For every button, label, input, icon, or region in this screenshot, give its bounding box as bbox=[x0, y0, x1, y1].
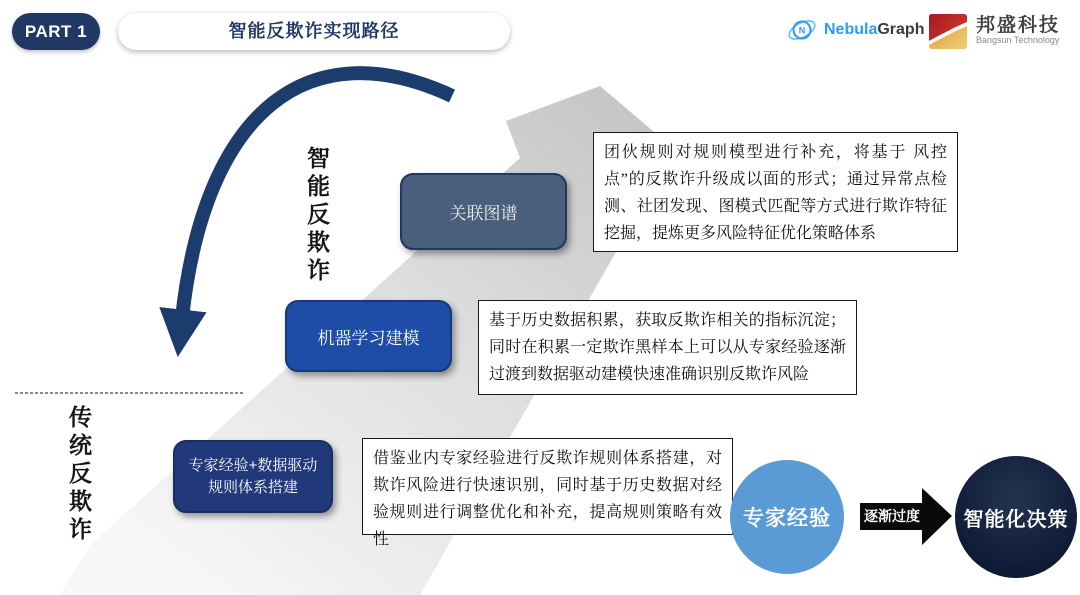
desc-box-expert-rules: 借鉴业内专家经验进行反欺诈规则体系搭建，对欺诈风险进行快速识别，同时基于历史数据对经验规则进行调整优化和补充，提高规则策略有效性 bbox=[362, 438, 733, 535]
stage-box-machine-learning: 机器学习建模 bbox=[285, 300, 452, 372]
stage-box-expert-rules: 专家经验+数据驱动规则体系搭建 bbox=[173, 440, 333, 513]
nebulagraph-wordmark: NebulaGraph bbox=[824, 21, 925, 38]
zone-label-traditional-antifraud: 传统反欺诈 bbox=[66, 405, 92, 545]
nebulagraph-logo bbox=[786, 13, 924, 47]
transition-arrow bbox=[860, 488, 952, 545]
bangsun-icon bbox=[928, 13, 968, 50]
desc-box-machine-learning: 基于历史数据积累，获取反欺诈相关的指标沉淀；同时在积累一定欺诈黑样本上可以从专家经验逐渐过渡到数据驱动建模快速准确识别反欺诈风险 bbox=[478, 300, 857, 395]
bangsun-name-cn: 邦盛科技 bbox=[976, 15, 1061, 37]
circle-intelligent-decision: 智能化决策 bbox=[955, 456, 1077, 578]
part-badge: PART 1 bbox=[12, 13, 100, 50]
desc-box-graph: 团伙规则对规则模型进行补充，将基于 风控点”的反欺诈升级成以面的形式；通过异常点检测、社团发现、图模式匹配等方式进行欺诈特征挖掘，提炼更多风险特征优化策略体系 bbox=[593, 132, 958, 252]
circle-expert-experience: 专家经验 bbox=[730, 460, 844, 574]
bangsun-logo bbox=[928, 10, 1060, 52]
zone-label-smart-antifraud: 智能反欺诈 bbox=[304, 146, 330, 286]
page-title: 智能反欺诈实现路径 bbox=[118, 13, 510, 50]
bangsun-name-en: Bangsun Technology bbox=[976, 35, 1060, 46]
svg-text:N: N bbox=[798, 25, 806, 36]
nebulagraph-icon bbox=[786, 14, 818, 46]
stage-box-graph: 关联图谱 bbox=[400, 173, 567, 250]
transition-arrow-label: 逐渐过度 bbox=[864, 508, 920, 524]
